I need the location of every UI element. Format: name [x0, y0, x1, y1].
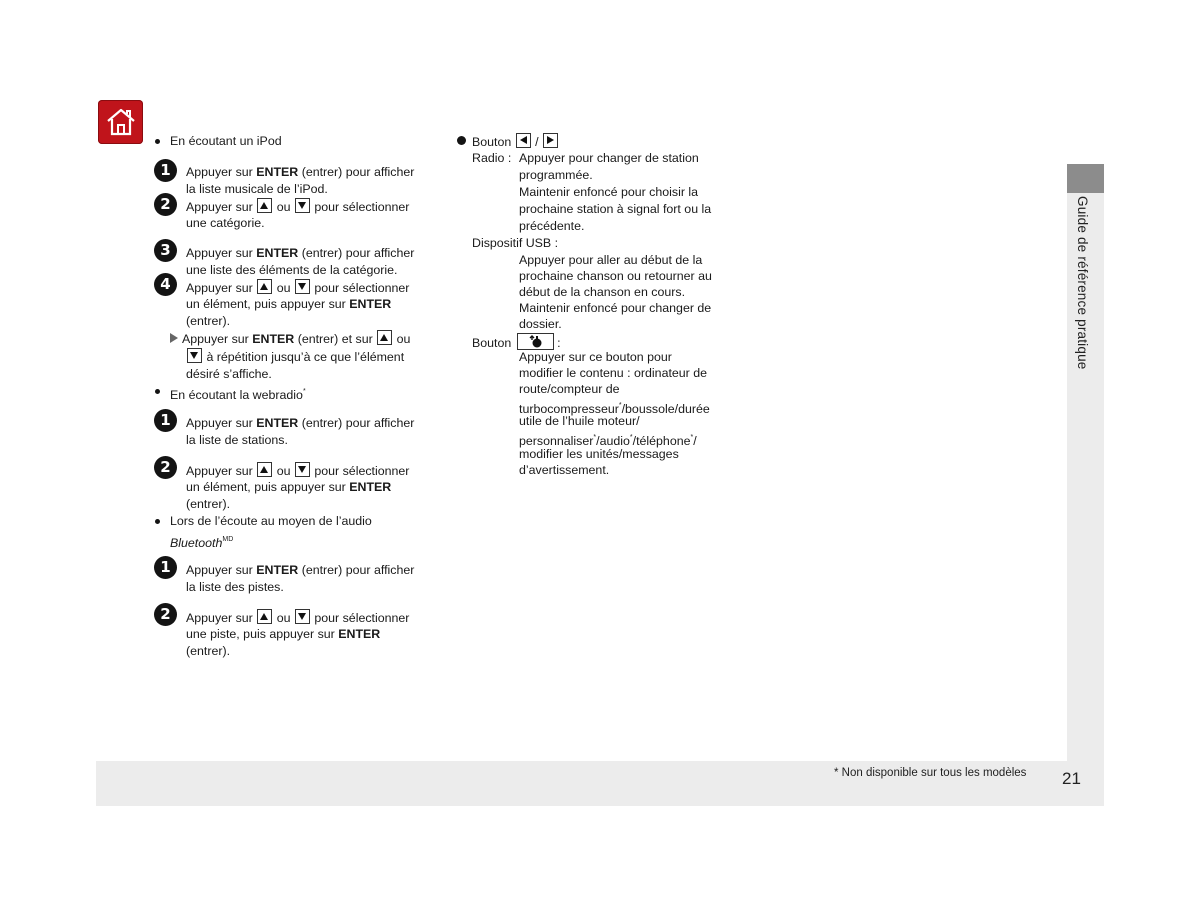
- bt-step-1-line-2: la liste des pistes.: [186, 580, 284, 594]
- radio-text-line: Appuyer pour changer de station: [519, 151, 699, 165]
- bullet: [457, 136, 466, 145]
- down-arrow-key-icon: [295, 462, 310, 477]
- dial-text-line: turbocompresseur*/boussole/durée: [519, 402, 710, 416]
- ipod-step-3-line-2: une liste des éléments de la catégorie.: [186, 263, 398, 277]
- step-number-1: 1: [154, 409, 177, 432]
- step-number-1: 1: [154, 159, 177, 182]
- usb-text-line: début de la chanson en cours.: [519, 285, 686, 299]
- dial-text-line: Appuyer sur ce bouton pour: [519, 350, 672, 364]
- up-arrow-key-icon: [257, 609, 272, 624]
- up-arrow-key-icon: [377, 330, 392, 345]
- note-arrow-icon: [170, 333, 178, 343]
- web-step-2-line-1: Appuyer sur ou pour sélectionner: [186, 464, 410, 478]
- step-number-2: 2: [154, 603, 177, 626]
- down-arrow-key-icon: [187, 348, 202, 363]
- dial-text-line: d’avertissement.: [519, 463, 610, 477]
- bullet: [155, 389, 160, 394]
- ipod-step-4-line-2: un élément, puis appuyer sur ENTER: [186, 297, 392, 311]
- ipod-note-line-1: Appuyer sur ENTER (entrer) et sur ou: [170, 330, 410, 348]
- ipod-step-3-line-1: Appuyer sur ENTER (entrer) pour afficher: [186, 246, 415, 260]
- selector-knob-key-icon: [517, 333, 554, 350]
- usb-label: Dispositif USB :: [472, 236, 559, 250]
- ipod-step-4-line-1: Appuyer sur ou pour sélectionner: [186, 281, 410, 295]
- step-number-2: 2: [154, 193, 177, 216]
- web-step-1-line-2: la liste de stations.: [186, 433, 288, 447]
- ipod-step-2-line-1: Appuyer sur ou pour sélectionner: [186, 200, 410, 214]
- dial-text-line: utile de l’huile moteur/: [519, 414, 640, 428]
- dial-text-line: modifier le contenu : ordinateur de: [519, 366, 708, 380]
- bt-heading-line-1: Lors de l’écoute au moyen de l’audio: [170, 514, 372, 528]
- dial-text-line: modifier les unités/messages: [519, 447, 679, 461]
- ipod-step-1-line-1: Appuyer sur ENTER (entrer) pour afficher: [186, 165, 415, 179]
- web-step-1-line-1: Appuyer sur ENTER (entrer) pour afficher: [186, 416, 415, 430]
- chapter-tab-marker[interactable]: [1067, 164, 1104, 193]
- up-arrow-key-icon: [257, 462, 272, 477]
- radio-text-line: précédente.: [519, 219, 585, 233]
- usb-text-line: Maintenir enfoncé pour changer de: [519, 301, 712, 315]
- webradio-heading: En écoutant la webradio*: [170, 388, 306, 402]
- step-number-4: 4: [154, 273, 177, 296]
- bt-step-2-line-2: une piste, puis appuyer sur ENTER: [186, 627, 381, 641]
- dial-text-line: route/compteur de: [519, 382, 620, 396]
- usb-text-line: dossier.: [519, 317, 562, 331]
- bt-step-2-line-3: (entrer).: [186, 644, 231, 658]
- web-step-2-line-2: un élément, puis appuyer sur ENTER: [186, 480, 392, 494]
- down-arrow-key-icon: [295, 198, 310, 213]
- skip-back-key-icon: [516, 133, 531, 148]
- usb-text-line: prochaine chanson ou retourner au: [519, 269, 712, 283]
- ipod-note-line-2: à répétition jusqu’à ce que l’élément: [186, 348, 404, 366]
- radio-text-line: prochaine station à signal fort ou la: [519, 202, 712, 216]
- dial-text-line: personnaliser*/audio*/téléphone*/: [519, 434, 697, 448]
- up-arrow-key-icon: [257, 198, 272, 213]
- usb-text-line: Appuyer pour aller au début de la: [519, 253, 703, 267]
- chapter-label[interactable]: Guide de référence pratique: [1075, 196, 1090, 370]
- skip-forward-key-icon: [543, 133, 558, 148]
- bt-heading-line-2: Bluetooth$^{MD}$: [170, 536, 234, 550]
- home-icon: [104, 106, 138, 138]
- web-step-2-line-3: (entrer).: [186, 497, 231, 511]
- down-arrow-key-icon: [295, 609, 310, 624]
- footnote: * Non disponible sur tous les modèles: [834, 767, 1027, 779]
- ipod-step-2-line-2: une catégorie.: [186, 216, 265, 230]
- down-arrow-key-icon: [295, 279, 310, 294]
- radio-label: Radio :: [472, 151, 512, 165]
- up-arrow-key-icon: [257, 279, 272, 294]
- step-number-3: 3: [154, 239, 177, 262]
- bullet: [155, 139, 160, 144]
- bt-step-1-line-1: Appuyer sur ENTER (entrer) pour afficher: [186, 563, 415, 577]
- step-number-1: 1: [154, 556, 177, 579]
- ipod-note-line-3: désiré s’affiche.: [186, 367, 272, 381]
- ipod-heading: En écoutant un iPod: [170, 134, 282, 148]
- home-button[interactable]: [98, 100, 143, 144]
- radio-text-line: Maintenir enfoncé pour choisir la: [519, 185, 699, 199]
- step-number-2: 2: [154, 456, 177, 479]
- page-number: 21: [1062, 769, 1081, 788]
- skip-button-heading: Bouton /: [472, 133, 559, 151]
- ipod-step-1-line-2: la liste musicale de l’iPod.: [186, 182, 328, 196]
- dial-button-heading: Bouton :: [472, 333, 561, 352]
- ipod-step-4-line-3: (entrer).: [186, 314, 231, 328]
- bt-step-2-line-1: Appuyer sur ou pour sélectionner: [186, 611, 410, 625]
- radio-text-line: programmée.: [519, 168, 593, 182]
- bullet: [155, 519, 160, 524]
